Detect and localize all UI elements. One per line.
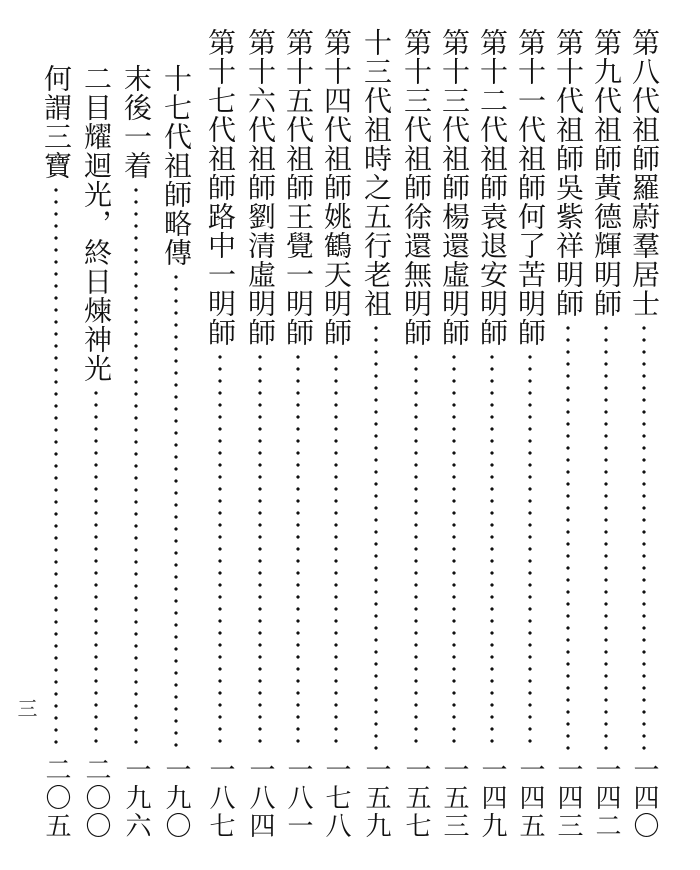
toc-entry	[316, 28, 356, 840]
toc-entry	[116, 64, 156, 840]
entry-page-number: 一八四	[245, 756, 275, 840]
entry-title: 第十代祖師吳紫祥明師	[552, 28, 585, 318]
toc-entry	[396, 28, 436, 840]
dot-leader	[133, 184, 139, 750]
toc-entry	[36, 64, 76, 840]
toc-entry	[240, 28, 280, 840]
entry-title: 第十五代祖師王覺一明師	[282, 28, 315, 347]
entry-page-number: 一四〇	[629, 756, 659, 840]
toc-entry	[156, 64, 196, 840]
toc-entry	[586, 28, 626, 840]
entry-page-number: 一四三	[553, 756, 583, 840]
dot-leader	[641, 322, 647, 750]
toc-entry	[356, 28, 396, 840]
entry-page-number: 一五九	[361, 756, 391, 840]
toc-entry	[472, 28, 512, 840]
dot-leader	[565, 322, 571, 750]
entry-title: 第九代祖師黃德輝明師	[590, 28, 623, 318]
toc-entry	[200, 28, 240, 840]
toc-entry	[548, 28, 588, 840]
entry-page-number: 一四五	[515, 756, 545, 840]
dot-leader	[603, 322, 609, 750]
entry-title: 十三代祖時之五行老祖	[360, 28, 393, 318]
dot-leader	[451, 351, 457, 750]
dot-leader	[333, 351, 339, 750]
entry-title: 第十三代祖師徐還無明師	[400, 28, 433, 347]
entry-title: 第十六代祖師劉清虛明師	[244, 28, 277, 347]
entry-title: 第十三代祖師楊還虛明師	[438, 28, 471, 347]
dot-leader	[295, 351, 301, 750]
toc-entry	[434, 28, 474, 840]
folio-page-number: 三	[14, 698, 38, 718]
entry-page-number: 一九六	[121, 756, 151, 840]
dot-leader	[53, 184, 59, 750]
entry-title: 第八代祖師羅蔚羣居士	[628, 28, 661, 318]
dot-leader	[373, 322, 379, 750]
entry-title: 第十一代祖師何了苦明師	[514, 28, 547, 347]
toc-entry	[278, 28, 318, 840]
entry-title: 十七代祖師略傳	[160, 64, 193, 267]
dot-leader	[413, 351, 419, 750]
entry-page-number: 一九〇	[161, 756, 191, 840]
dot-leader	[93, 387, 99, 750]
entry-title: 何謂三寶	[40, 64, 73, 180]
entry-page-number: 一四二	[591, 756, 621, 840]
dot-leader	[217, 351, 223, 750]
toc-entry	[624, 28, 664, 840]
toc-entry	[510, 28, 550, 840]
entry-page-number: 一八七	[205, 756, 235, 840]
entry-title: 第十七代祖師路中一明師	[204, 28, 237, 347]
toc-entry	[76, 64, 116, 840]
dot-leader	[173, 271, 179, 750]
dot-leader	[489, 351, 495, 750]
entry-page-number: 一五七	[401, 756, 431, 840]
dot-leader	[257, 351, 263, 750]
entry-title: 二目耀迴光，終日煉神光	[80, 64, 113, 383]
entry-page-number: 二〇五	[41, 756, 71, 840]
entry-page-number: 一八一	[283, 756, 313, 840]
dot-leader	[527, 351, 533, 750]
entry-page-number: 一四九	[477, 756, 507, 840]
entry-page-number: 一七八	[321, 756, 351, 840]
entry-title: 末後一着	[120, 64, 153, 180]
entry-page-number: 二〇〇	[81, 756, 111, 840]
entry-title: 第十四代祖師姚鶴天明師	[320, 28, 353, 347]
entry-page-number: 一五三	[439, 756, 469, 840]
entry-title: 第十二代祖師袁退安明師	[476, 28, 509, 347]
